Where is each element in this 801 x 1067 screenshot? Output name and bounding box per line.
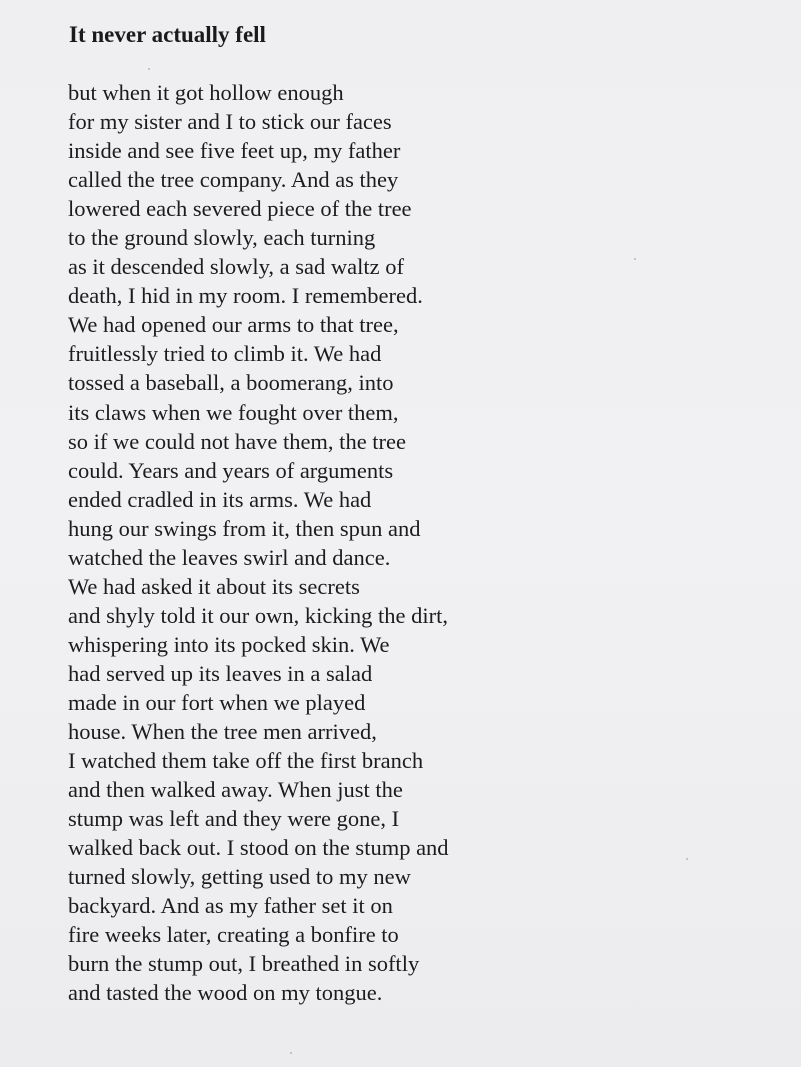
poem-line: as it descended slowly, a sad waltz of	[68, 254, 404, 280]
poem-line: to the ground slowly, each turning	[68, 225, 376, 251]
poem-line: its claws when we fought over them,	[68, 399, 399, 425]
poem-line: could. Years and years of arguments	[68, 457, 394, 483]
poem-line: and shyly told it our own, kicking the dirt,	[68, 602, 448, 628]
scan-speck	[290, 1052, 292, 1054]
poem-body	[68, 78, 449, 1008]
poem-line: turned slowly, getting used to my new	[68, 864, 411, 890]
scan-speck	[634, 258, 636, 260]
poem-line: We had asked it about its secrets	[68, 573, 360, 599]
poem-line: fire weeks later, creating a bonfire to	[68, 922, 399, 948]
poem-line: watched the leaves swirl and dance.	[68, 544, 391, 570]
poem-line: tossed a baseball, a boomerang, into	[68, 370, 394, 396]
poem-line: for my sister and I to stick our faces	[68, 109, 392, 135]
poem-line: and then walked away. When just the	[68, 777, 403, 803]
scan-speck	[148, 68, 150, 70]
poem-line: We had opened our arms to that tree,	[68, 312, 399, 338]
poem-line: and tasted the wood on my tongue.	[68, 980, 383, 1006]
poem-line: death, I hid in my room. I remembered.	[68, 283, 423, 309]
scan-speck	[686, 858, 688, 860]
poem-line: so if we could not have them, the tree	[68, 428, 407, 454]
poem-line: walked back out. I stood on the stump and	[68, 835, 449, 861]
poem-line: burn the stump out, I breathed in softly	[68, 951, 420, 977]
poem-line: I watched them take off the first branch	[68, 748, 424, 774]
poem-line: had served up its leaves in a salad	[68, 660, 373, 686]
poem-line: whispering into its pocked skin. We	[68, 631, 390, 657]
poem-line: called the tree company. And as they	[68, 167, 399, 193]
poem-line: hung our swings from it, then spun and	[68, 515, 421, 541]
poem-line: but when it got hollow enough	[68, 80, 344, 105]
poem-line: house. When the tree men arrived,	[68, 719, 377, 745]
poem-line: stump was left and they were gone, I	[68, 806, 400, 832]
poem-line: fruitlessly tried to climb it. We had	[68, 341, 382, 367]
poem-title: It never actually fell	[69, 22, 266, 47]
poem-line: lowered each severed piece of the tree	[68, 196, 412, 222]
poem-line: made in our fort when we played	[68, 689, 366, 715]
poem-line: ended cradled in its arms. We had	[68, 486, 372, 512]
poem-line: inside and see five feet up, my father	[68, 138, 401, 164]
poem-line: backyard. And as my father set it on	[68, 893, 393, 919]
